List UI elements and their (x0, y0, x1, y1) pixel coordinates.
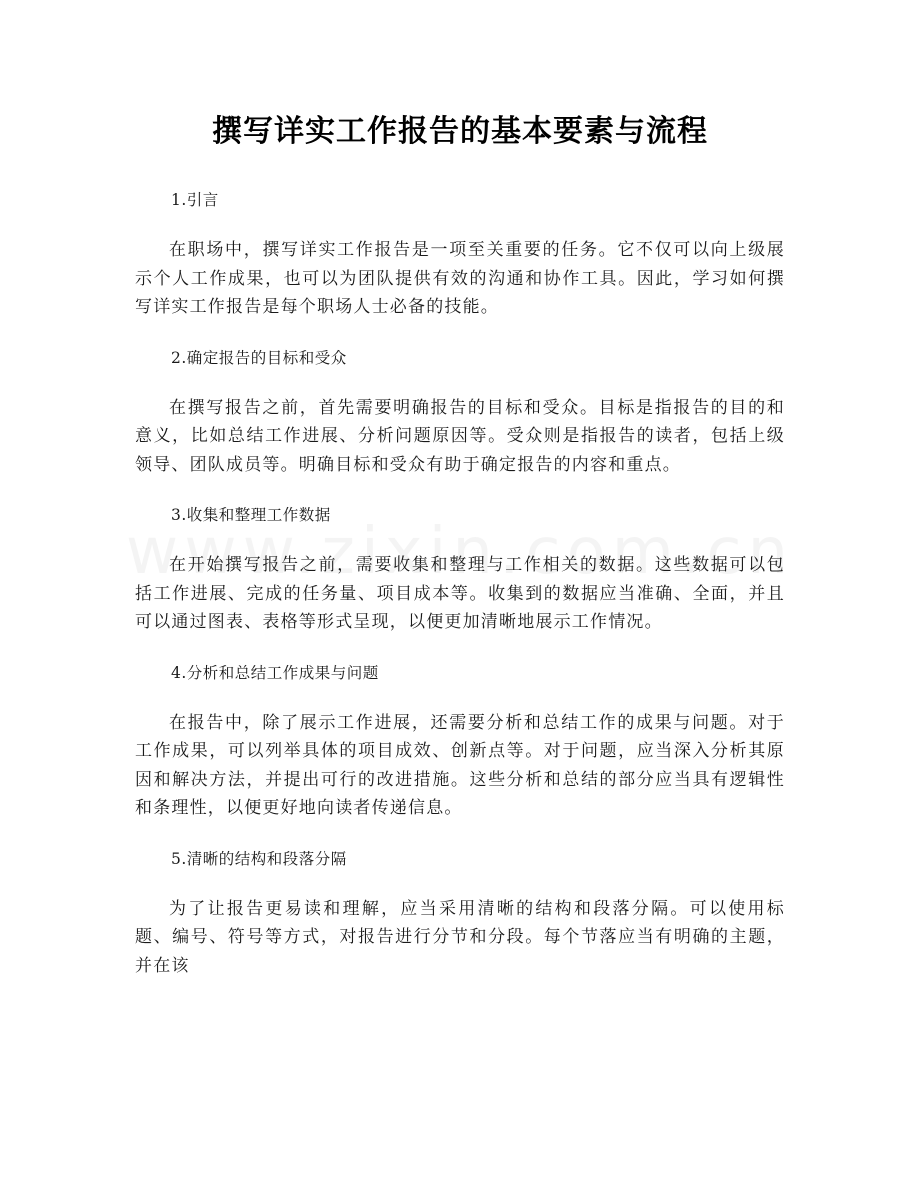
section-heading-5: 5.清晰的结构和段落分隔 (171, 849, 347, 868)
section-paragraph-1: 在职场中，撰写详实工作报告是一项至关重要的任务。它不仅可以向上级展示个人工作成果，也可以为团队提供有效的沟通和协作工具。因此，学习如何撰写详实工作报告是每个职场人士必备的技能。 (135, 240, 785, 317)
document-body (135, 186, 785, 980)
section-paragraph-3: 在开始撰写报告之前，需要收集和整理与工作相关的数据。这些数据可以包括工作进展、完成的任务量、项目成本等。收集到的数据应当准确、全面，并且可以通过图表、表格等形式呈现，以便更加清晰地展示工作情况。 (135, 555, 785, 632)
section-paragraph-2: 在撰写报告之前，首先需要明确报告的目标和受众。目标是指报告的目的和意义，比如总结工作进展、分析问题原因等。受众则是指报告的读者，包括上级领导、团队成员等。明确目标和受众有助于确定报告的内容和重点。 (135, 397, 785, 475)
section-heading-2: 2.确定报告的目标和受众 (171, 348, 347, 367)
section-paragraph-5: 为了让报告更易读和理解，应当采用清晰的结构和段落分隔。可以使用标题、编号、符号等方式，对报告进行分节和分段。每个节落应当有明确的主题，并在该 (135, 898, 785, 976)
section-heading-1: 1.引言 (171, 191, 219, 209)
section-heading-3: 3.收集和整理工作数据 (171, 506, 331, 524)
page-title: 撰写详实工作报告的基本要素与流程 (212, 114, 708, 149)
section-heading-4: 4.分析和总结工作成果与问题 (171, 663, 379, 682)
section-paragraph-4: 在报告中，除了展示工作进展，还需要分析和总结工作的成果与问题。对于工作成果，可以列举具体的项目成效、创新点等。对于问题，应当深入分析其原因和解决方法，并提出可行的改进措施。这些分析和总结的部分应当具有逻辑性和条理性，以便更好地向读者传递信息。 (135, 712, 785, 818)
